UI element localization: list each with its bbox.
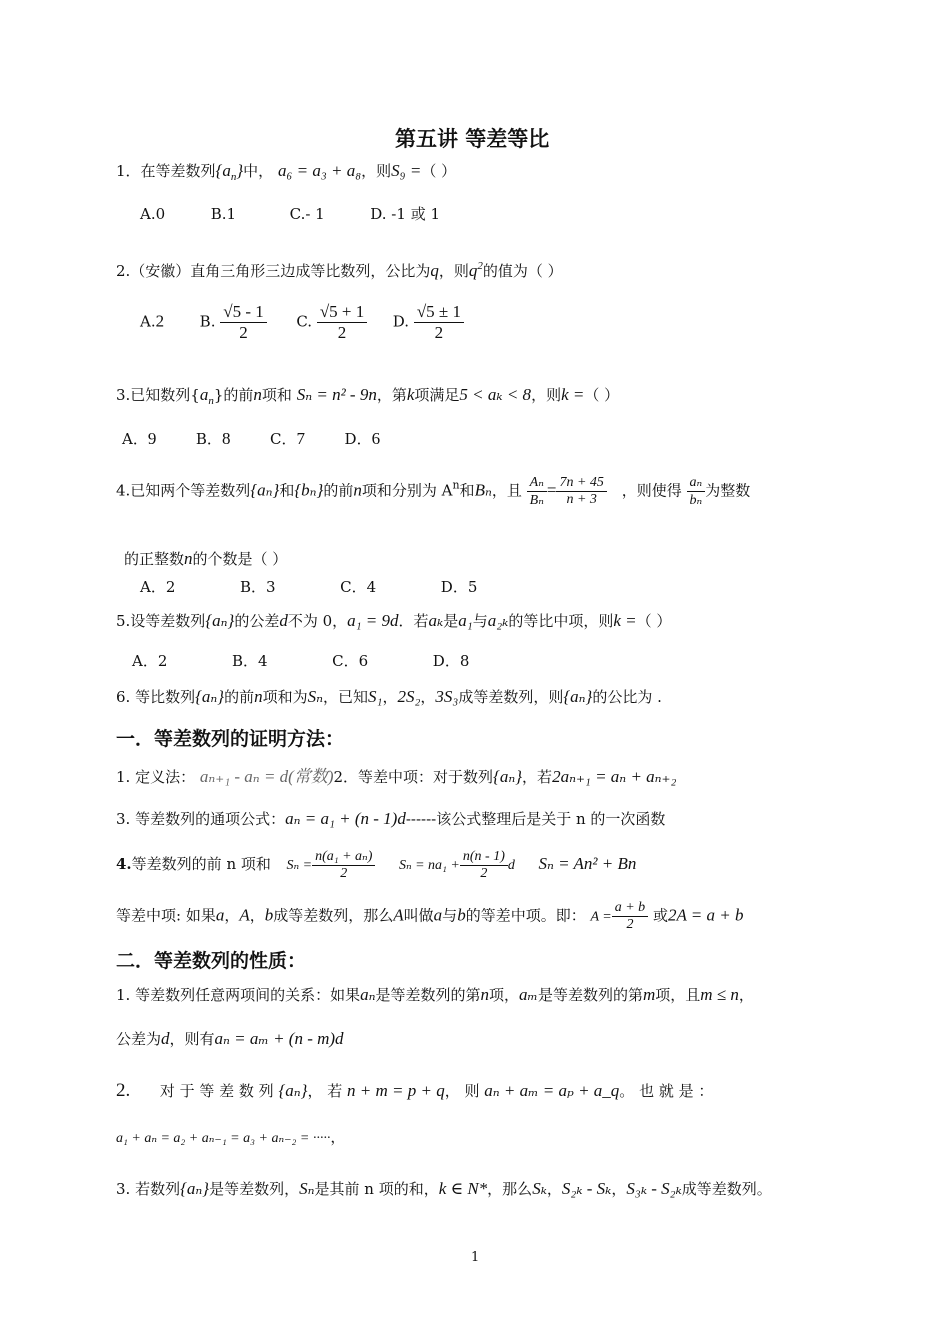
sec2-p3-k: k ∈ N*	[438, 1179, 488, 1198]
sec2-p3-seq: {aₙ}	[180, 1179, 210, 1198]
sec1-line3-eq: aₙ = a₁ + (n - 1)d	[285, 809, 406, 828]
q2-opt-c-num: √5 + 1	[317, 302, 367, 323]
sec2-p2-b: ， 若	[307, 1082, 343, 1100]
q5-cond: a₁ = 9d	[347, 611, 399, 630]
q4-mid2: 项和分别为 A	[361, 481, 453, 500]
q1-ask: S₉ =	[391, 161, 422, 180]
q5-paren: （ ）	[636, 612, 672, 630]
sec1-f2-frac	[460, 849, 508, 882]
q3-opt-d-val: 6	[371, 429, 381, 448]
sec1-line1-c: ，若	[522, 768, 553, 786]
sec1-mid-frac-den: 2	[626, 917, 634, 932]
q4-line2-n: n	[184, 549, 193, 568]
sec1-line1-b: 2．等差中项：对于数列	[333, 768, 494, 786]
sec2-p3-d: ，那么	[487, 1180, 533, 1198]
sec2-p1-line2-d: d	[161, 1029, 170, 1048]
q5-options: A．2 B．4 C．6 D．8	[132, 652, 470, 670]
q4-frac-rhs-den: n + 3	[566, 492, 597, 507]
q4-frac-lhs-num: Aₙ	[527, 474, 547, 492]
sec1-mid-or: 或	[652, 906, 668, 925]
q4-line2-tail: 的个数是（ ）	[192, 550, 288, 568]
q1-mid: 中，	[243, 162, 274, 180]
q1-seq-sub: n	[230, 171, 237, 183]
q1-options	[140, 203, 440, 224]
sec2-p1-e: 项，且	[655, 986, 701, 1004]
sec1-line4-a: 4.	[116, 855, 132, 873]
q3-stem: 3.已知数列{	[116, 386, 200, 404]
q2-opt-a-val: 2	[155, 311, 165, 331]
q2-then: ，则	[438, 262, 469, 280]
q2-opt-d-frac	[414, 302, 464, 343]
sec1-mid-g: 的等差中项。即：	[465, 906, 586, 925]
q4-seq1: {aₙ}	[250, 480, 280, 500]
q5-mid4: 是	[443, 612, 459, 630]
sec2-p1-n: n	[480, 985, 489, 1004]
q3-opt-d: D．	[344, 430, 372, 448]
q1-seq-close: }	[236, 161, 244, 180]
sec2-p1-f: ，	[738, 986, 754, 1004]
sec1-mid-d: 成等差数列，那么	[273, 906, 394, 925]
sec1-f2-num: n(n - 1)	[460, 849, 508, 866]
sec1-f1-num: n(a₁ + aₙ)	[312, 848, 375, 866]
q4-frac2	[687, 474, 706, 509]
sec1-mid-e: 叫做	[403, 906, 434, 925]
q3-seq-sub: n	[208, 395, 214, 407]
sec1-line4	[116, 848, 636, 882]
sec1-mid-va: a	[215, 905, 225, 925]
sec2-p3	[116, 1178, 772, 1199]
sec2-p1-ineq: m ≤ n	[700, 985, 739, 1004]
sec1-mid-c: ，	[249, 906, 265, 925]
q2-opt-d: D.	[392, 312, 410, 331]
sec2-p1-m: m	[642, 985, 656, 1004]
sec2-p3-c: 是其前 n 项的和，	[314, 1180, 439, 1198]
q5-seq: {aₙ}	[205, 611, 235, 630]
sec2-p2-a: 对 于 等 差 数 列	[159, 1082, 274, 1100]
q5-mid: 的公差	[234, 612, 280, 630]
sec1-f1-den: 2	[340, 866, 348, 881]
q5-a1: a₁	[458, 611, 473, 630]
q4-line2	[124, 548, 287, 569]
q6-n: n	[254, 687, 263, 706]
section-1-heading: 一．等差数列的证明方法：	[116, 728, 345, 750]
q4-frac-lhs	[527, 474, 547, 509]
sec2-p2-seq: {aₙ}	[278, 1081, 308, 1100]
sec2-p3-a: 3. 若数列	[116, 1180, 181, 1198]
sec1-mid-frac-num: a + b	[612, 900, 648, 917]
q6-s1: S₁	[368, 687, 383, 706]
sec1-mid-vA2: A	[393, 905, 404, 925]
q3-sum-label: 项和	[261, 386, 292, 404]
q3-opt-c-val: 7	[296, 429, 305, 448]
question-4: 4.已知两个等差数列{aₙ}和{bₙ}的前n项和分别为 $A^n$和Bₙ，且 $\frac{\text{Aₙ}}{\text{Bₙ}}$ = $\frac{7n + 45}{n + 3}$ ，则使得 $\frac{\text{aₙ}}{\text{bₙ}}$ 为整数	[116, 475, 751, 508]
q1-paren: （ ）	[421, 162, 457, 180]
q5-mid3: ．若	[398, 612, 429, 630]
page-title: 第五讲 等差等比	[395, 126, 550, 151]
q4-then: ，则使得	[621, 481, 682, 500]
q5-ak: aₖ	[428, 611, 444, 630]
q5-ask: k =	[613, 611, 637, 630]
q3-k-prefix: ，第	[376, 386, 407, 404]
q6-seq: {aₙ}	[195, 687, 225, 706]
q3-n: n	[253, 385, 262, 404]
q2-tail: 的值为（ ）	[482, 262, 563, 280]
sec2-p1-am: aₘ	[519, 985, 538, 1004]
q2-options	[140, 302, 464, 343]
question-6: 6. 等比数列{aₙ}的前n项和为Sₙ，已知S₁，2S₂，3S₃成等差数列，则{aₙ}的公比为 .	[116, 687, 662, 706]
question-2	[116, 260, 563, 281]
sec2-p1-line2-a: 公差为	[116, 1030, 162, 1048]
sec1-f1-lhs: Sₙ =	[286, 858, 313, 873]
q1-eq: a₆ = a₃ + a₈	[277, 161, 362, 180]
q3-opt-b-val: 8	[221, 429, 231, 448]
sec2-p2-line2-eq: a₁ + aₙ = a₂ + aₙ₋₁ = a₃ + aₙ₋₂ = ·····	[116, 1131, 331, 1146]
q4-and: 和	[279, 481, 295, 500]
sec1-line1	[116, 762, 676, 787]
sec2-p3-f: ，	[611, 1180, 627, 1198]
sec1-mid-frac	[612, 900, 648, 933]
sec2-p1-d: 是等差数列的第	[537, 986, 643, 1004]
sec1-def-formula: aₙ₊₁ - aₙ = d(常数)	[199, 767, 334, 786]
q3-paren: （ ）	[584, 386, 620, 404]
sec2-p2-line2	[116, 1126, 345, 1147]
sec2-p3-e: ，	[546, 1180, 562, 1198]
q2-opt-a: A.	[140, 312, 156, 331]
sec1-line3-b: ------该公式整理后是关于 n 的一次函数	[405, 810, 666, 828]
sec1-line1-seq: {aₙ}	[493, 767, 523, 786]
q5-mid6: 的等比中项，则	[508, 612, 614, 630]
sec2-p2-num: 2.	[116, 1080, 131, 1101]
sec2-p2-d: 。 也 就 是 ：	[619, 1082, 714, 1100]
q4-n: n	[353, 480, 362, 500]
sec2-p3-s2k: S₂ₖ - Sₖ	[561, 1179, 612, 1198]
q3-mid: }的前	[213, 386, 254, 404]
sec1-mid-eq2: 2A = a + b	[667, 905, 744, 925]
q3-seq: a	[199, 385, 209, 404]
q3-opt-c: C．	[270, 430, 297, 448]
q3-ineq: 5 < aₖ < 8	[459, 385, 532, 404]
page-number: 1	[471, 1250, 480, 1265]
sec1-mid-b: ，	[224, 906, 240, 925]
q4-tail: 为整数	[705, 481, 751, 500]
q2-opt-c: C.	[296, 312, 313, 331]
sec2-p1-a: 1. 等差数列任意两项间的关系：如果	[116, 986, 361, 1004]
q4-frac2-den: bₙ	[689, 493, 703, 508]
q3-k-mid: 项满足	[414, 386, 460, 404]
q6-tail: 的公比为 .	[592, 688, 662, 706]
sec2-p3-g: 成等差数列。	[681, 1180, 772, 1198]
q4-comma: ，且	[491, 481, 522, 500]
q3-then: ，则	[531, 386, 562, 404]
q1-seq: {a	[215, 161, 231, 180]
sec1-line4-b: 等差数列的前 n 项和	[131, 855, 271, 873]
sec2-p3-sk: Sₖ	[532, 1179, 547, 1198]
sec2-p1-b: 是等差数列的第	[375, 986, 481, 1004]
sec1-line3	[116, 808, 665, 829]
sec1-mid-vA: A	[239, 905, 250, 925]
q2-q2-sup: 2	[477, 260, 483, 272]
sec2-p1	[116, 984, 754, 1005]
sec1-mid-vb2: b	[457, 905, 466, 925]
q6-mid3: ，已知	[323, 688, 369, 706]
sec1-line1-eq: 2aₙ₊₁ = aₙ + aₙ₊₂	[552, 767, 677, 786]
q4-seq2: {bₙ}	[294, 480, 324, 500]
q4-bn: Bₙ	[474, 480, 492, 500]
question-1	[116, 160, 456, 183]
q3-ask: k =	[561, 385, 585, 404]
q3-sum-eq: Sₙ = n² - 9n	[296, 385, 377, 404]
sec1-line3-a: 3. 等差数列的通项公式：	[116, 810, 286, 828]
sec1-f2-den: 2	[480, 865, 488, 881]
q3-opt-b: B．	[195, 430, 222, 448]
sec2-p1-line2-b: ，则有	[169, 1030, 215, 1048]
sec2-p1-line2	[116, 1028, 344, 1049]
q2-opt-b-frac	[220, 302, 267, 343]
q2-opt-d-den: 2	[434, 323, 444, 342]
sec2-p1-an: aₙ	[360, 985, 376, 1004]
q2-opt-c-den: 2	[337, 323, 347, 342]
question-3	[116, 384, 619, 407]
q6-s3: 3S₃	[435, 687, 459, 706]
sec2-p2-line2-tail: ，	[330, 1128, 346, 1146]
section-2-heading: 二．等差数列的性质：	[116, 950, 307, 972]
q3-options	[122, 428, 380, 449]
q2-opt-b-den: 2	[239, 323, 248, 342]
q5-mid2: 不为 0，	[287, 612, 348, 630]
q2-q2: q	[468, 261, 478, 280]
q4-frac2-num: aₙ	[687, 474, 706, 492]
sec2-p1-line2-eq: aₙ = aₘ + (n - m)d	[214, 1029, 344, 1048]
q6-s2: 2S₂	[397, 687, 421, 706]
sec1-line1-a: 1. 定义法：	[116, 768, 196, 786]
sec2-p2-c: ， 则	[444, 1082, 480, 1100]
q4-frac-rhs-num: 7n + 45	[556, 475, 606, 492]
q6-stem: 6. 等比数列	[116, 688, 196, 706]
q2-opt-b: B.	[199, 312, 216, 331]
q3-opt-a: A．	[122, 430, 148, 448]
sec2-p2	[116, 1080, 713, 1102]
sec1-mid-a: 等差中项: 如果	[116, 906, 216, 925]
sec1-mid-frac-lhs: A =	[590, 909, 612, 925]
sec2-p3-s3k: S₃ₖ - S₂ₖ	[626, 1179, 682, 1198]
q6-mid: 的前	[224, 688, 255, 706]
q1-opt-a: A.0	[140, 205, 166, 223]
q5-d: d	[279, 611, 288, 630]
sec2-p3-sn: Sₙ	[299, 1179, 315, 1198]
q1-opt-c: C.- 1	[289, 205, 325, 223]
sec1-mid-va2: a	[433, 905, 443, 925]
q2-opt-c-frac	[317, 302, 367, 343]
q2-opt-b-num: √5 - 1	[220, 302, 267, 323]
sec1-f1-frac	[312, 848, 375, 882]
q6-mid2: 项和为	[262, 688, 308, 706]
q3-opt-a-val: 9	[147, 429, 157, 448]
sec1-mid-vb: b	[264, 905, 274, 925]
q2-opt-d-num: √5 ± 1	[414, 302, 464, 323]
sec2-p2-cond: n + m = p + q	[347, 1081, 445, 1100]
sec2-p1-c: 项，	[489, 986, 520, 1004]
q5-stem: 5.设等差数列	[116, 612, 206, 630]
q5-mid5: 与	[472, 612, 488, 630]
q1-then: ，则	[361, 162, 392, 180]
question-5	[116, 610, 671, 631]
q4-and2: 和	[459, 481, 475, 500]
q2-q: q	[430, 261, 439, 280]
sec2-p2-eq: aₙ + aₘ = aₚ + a_q	[484, 1081, 620, 1100]
q1-opt-b: B.1	[210, 205, 237, 223]
q4-frac-rhs	[556, 475, 606, 508]
q6-seq2: {aₙ}	[563, 687, 593, 706]
q4-an-sup: n	[452, 478, 460, 492]
q4-options: A．2 B．3 C．4 D．5	[140, 578, 478, 596]
sec1-f2-tail: d	[507, 858, 515, 873]
q3-k: k	[406, 385, 415, 404]
sec1-f3: Sₙ = An² + Bn	[538, 854, 637, 873]
q2-stem: 2.（安徽）直角三角形三边成等比数列，公比为	[116, 262, 431, 280]
sec1-f2-lhs: Sₙ = na₁ +	[398, 858, 460, 873]
q6-mid4: 成等差数列，则	[458, 688, 564, 706]
sec1-mid-f: 与	[442, 906, 458, 925]
sec2-p3-b: 是等差数列，	[209, 1180, 300, 1198]
q1-opt-d: D. -1 或 1	[370, 205, 441, 223]
q5-a2k: a₂ₖ	[487, 611, 509, 630]
q6-sn: Sₙ	[307, 687, 324, 706]
q4-mid: 的前	[323, 481, 354, 500]
q1-stem: 1．在等差数列	[116, 162, 216, 180]
q4-line2-prefix: 的正整数	[124, 550, 185, 568]
q4-stem: 4.已知两个等差数列	[116, 481, 251, 500]
sec1-middle-term	[116, 900, 744, 933]
q4-frac-lhs-den: Bₙ	[529, 493, 544, 508]
